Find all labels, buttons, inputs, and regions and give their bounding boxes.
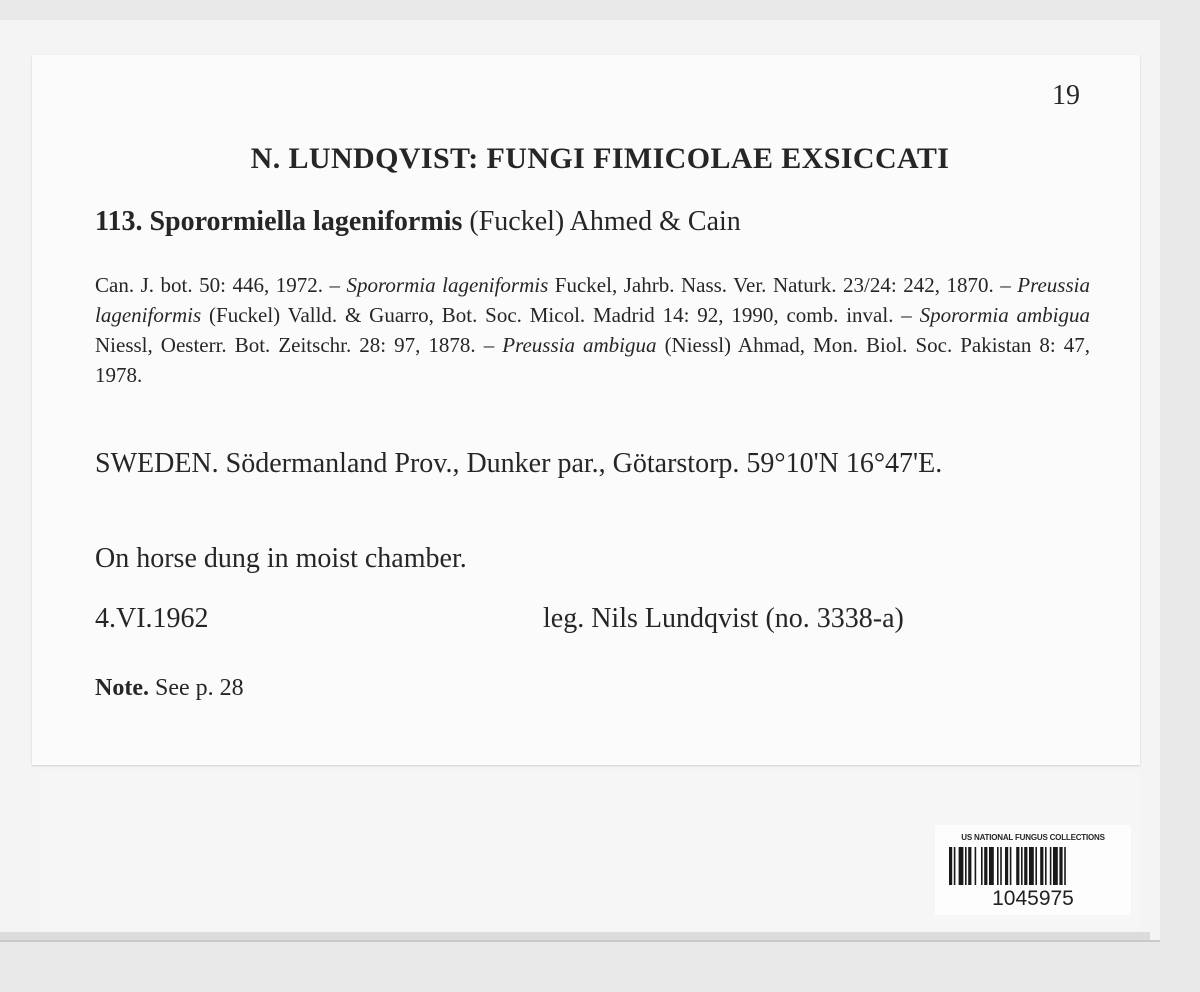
barcode-institution: US NATIONAL FUNGUS COLLECTIONS <box>961 833 1105 842</box>
citation-text: Niessl, Oesterr. Bot. Zeitschr. 28: 97, 1878. – <box>95 333 495 357</box>
barcode-number: 1045975 <box>992 887 1074 910</box>
synonym-name: Preussia lageniformis <box>95 273 1090 327</box>
locality-text: SWEDEN. Södermanland Prov., Dunker par., Götarstorp. 59°10'N 16°47'E. <box>95 448 943 479</box>
note-line <box>95 675 244 702</box>
citation-text: (Fuckel) Valld. & Guarro, Bot. Soc. Micol. Madrid 14: 92, 1990, comb. inval. – <box>209 303 912 327</box>
synonym-name: Sporormia ambigua <box>919 303 1091 327</box>
synonym-name: Sporormia lageniformis <box>346 273 549 297</box>
page-number: 19 <box>1052 80 1080 111</box>
collector-text: leg. Nils Lundqvist (no. 3338-a) <box>543 603 904 634</box>
species-name: Sporormiella lageniformis <box>149 206 463 237</box>
citation-text: Fuckel, Jahrb. Nass. Ver. Naturk. 23/24: 242, 1870. – <box>554 273 1011 297</box>
citation-text: Can. J. bot. 50: 446, 1972. – <box>95 273 341 297</box>
synonym-name: Preussia ambigua <box>502 333 657 357</box>
species-authority: (Fuckel) Ahmed & Cain <box>469 206 741 237</box>
note-text: See p. 28 <box>154 675 244 701</box>
sheet-edge <box>0 932 1150 940</box>
collection-date: 4.VI.1962 <box>95 603 209 634</box>
citation-block <box>95 270 1090 390</box>
barcode-icon <box>949 847 1117 885</box>
barcode-label <box>935 825 1131 915</box>
note-label: Note. <box>95 675 149 701</box>
species-number: 113. <box>95 206 143 237</box>
label-header: N. LUNDQVIST: FUNGI FIMICOLAE EXSICCATI <box>250 142 950 175</box>
habitat-text: On horse dung in moist chamber. <box>95 543 467 574</box>
species-line <box>95 206 741 238</box>
citation-text: (Niessl) Ahmad, Mon. Biol. Soc. Pakistan 8: 47, 1978. <box>95 333 1091 387</box>
